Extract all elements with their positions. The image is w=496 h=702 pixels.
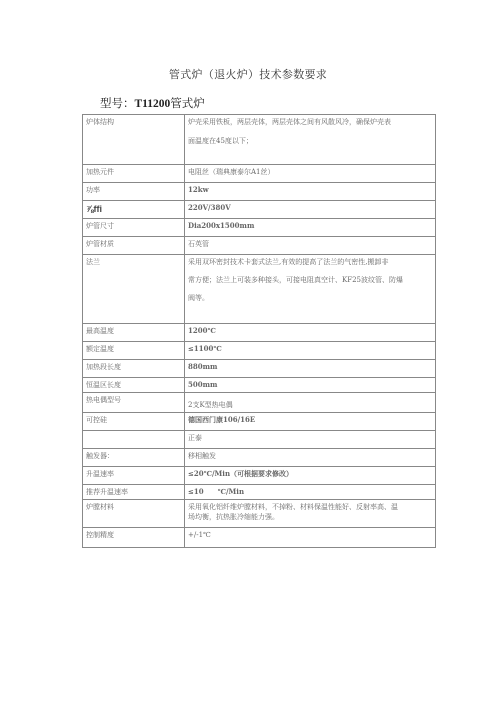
spec-key bbox=[83, 430, 185, 448]
spec-value: 2支K型热电偶 bbox=[185, 392, 436, 412]
spec-key: 加热段长度 bbox=[83, 360, 185, 378]
spec-value: 石英管 bbox=[185, 237, 436, 255]
spec-key: 可控硅 bbox=[83, 412, 185, 430]
spec-value: ≤1100℃ bbox=[185, 342, 436, 360]
spec-key: 加热元件 bbox=[83, 165, 185, 183]
spec-key: 炉体结构 bbox=[83, 115, 185, 165]
spec-key: 炉管尺寸 bbox=[83, 219, 185, 237]
table-row bbox=[83, 201, 436, 219]
spec-value: 移相触发 bbox=[185, 448, 436, 466]
table-row bbox=[83, 237, 436, 255]
table-row bbox=[83, 430, 436, 448]
spec-key: 控制精度 bbox=[83, 527, 185, 547]
spec-value: ≤10 ℃/Min bbox=[185, 484, 436, 499]
table-row bbox=[83, 527, 436, 547]
table-row bbox=[83, 448, 436, 466]
table-row bbox=[83, 342, 436, 360]
spec-key: 升温速率 bbox=[83, 466, 185, 484]
spec-value: 正泰 bbox=[185, 430, 436, 448]
spec-value: ≤20℃/Min（可根据要求修改） bbox=[185, 466, 436, 484]
spec-value: 12kw bbox=[185, 183, 436, 201]
spec-key: 法兰 bbox=[83, 255, 185, 324]
table-row bbox=[83, 392, 436, 412]
table-row bbox=[83, 499, 436, 527]
table-row bbox=[83, 378, 436, 393]
spec-value: 220V/380V bbox=[185, 201, 436, 219]
spec-key: 炉膛材料 bbox=[83, 499, 185, 527]
table-row bbox=[83, 183, 436, 201]
table-row bbox=[83, 165, 436, 183]
model-label: 型号： bbox=[100, 96, 135, 110]
spec-key: 触发器： bbox=[83, 448, 185, 466]
spec-value: 德国西门康106/16E bbox=[185, 412, 436, 430]
spec-value: 1200℃ bbox=[185, 324, 436, 342]
table-row bbox=[83, 484, 436, 499]
spec-value: 880mm bbox=[185, 360, 436, 378]
spec-key: 推荐升温速率 bbox=[83, 484, 185, 499]
table-row bbox=[83, 466, 436, 484]
table-row bbox=[83, 324, 436, 342]
table-row bbox=[83, 115, 436, 165]
table-row bbox=[83, 412, 436, 430]
spec-table bbox=[82, 114, 436, 548]
spec-value: 炉壳采用铁板，两层壳体，两层壳体之间有风散风冷，确保炉壳表 面温度在45度以下； bbox=[185, 115, 436, 165]
spec-value: 电阻丝（瑞典康泰尔A1丝） bbox=[185, 165, 436, 183]
spec-key: 热电偶型号 bbox=[83, 392, 185, 412]
spec-key: 恒温区长度 bbox=[83, 378, 185, 393]
spec-value: +/-1℃ bbox=[185, 527, 436, 547]
spec-key: 额定温度 bbox=[83, 342, 185, 360]
spec-key: ⅞ffi bbox=[83, 201, 185, 219]
model-heading bbox=[100, 95, 205, 111]
spec-key: 炉管材质 bbox=[83, 237, 185, 255]
spec-value: 500mm bbox=[185, 378, 436, 393]
spec-value: 采用双环密封技术卡套式法兰,有效的提高了法兰的气密性,搬卸非 常方便；法兰上可装多种接头，可接电阻真空计、KF25波纹管、防爆 阀等。 bbox=[185, 255, 436, 324]
table-row bbox=[83, 219, 436, 237]
table-row bbox=[83, 255, 436, 324]
model-suffix: 管式炉 bbox=[170, 96, 205, 110]
model-code: T11200 bbox=[134, 98, 171, 110]
spec-value: 采用氧化铝纤维炉膛材料，不掉粉、材料保温性能好、反射率高、温 场均衡，抗热胀冷缩能力强。 bbox=[185, 499, 436, 527]
spec-key: 最高温度 bbox=[83, 324, 185, 342]
spec-value: Dia200x1500mm bbox=[185, 219, 436, 237]
document-title: 管式炉（退火炉）技术参数要求 bbox=[168, 68, 328, 81]
spec-key: 功率 bbox=[83, 183, 185, 201]
table-row bbox=[83, 360, 436, 378]
